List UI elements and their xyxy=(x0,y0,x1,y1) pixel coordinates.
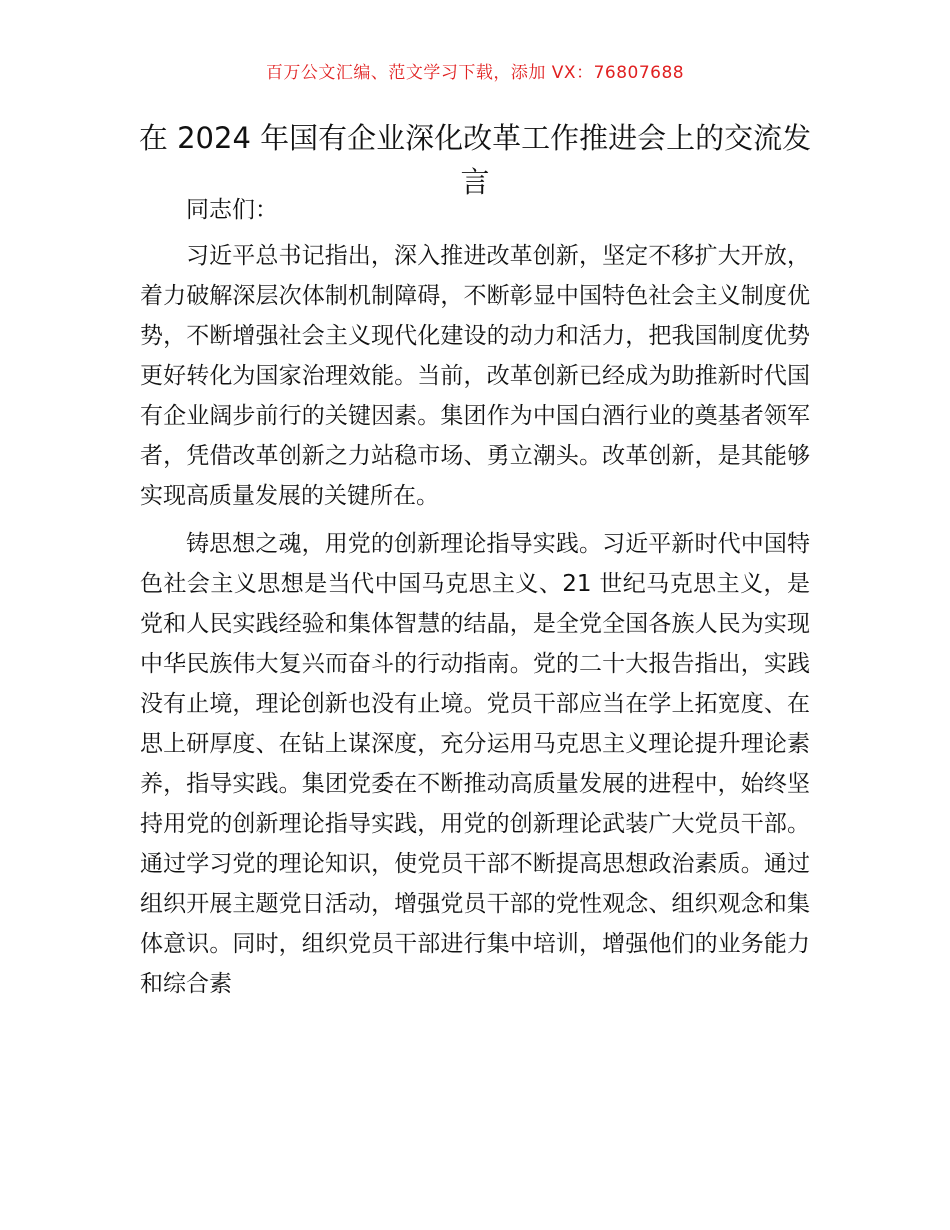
paragraph-2: 铸思想之魂，用党的创新理论指导实践。习近平新时代中国特色社会主义思想是当代中国马克思主义、21 世纪马克思主义，是党和人民实践经验和集体智慧的结晶，是全党全国各族人民为实现中华民族伟大复兴而奋斗的行动指南。党的二十大报告指出，实践没有止境，理论创新也没有止境。党员干部应当在学上拓宽度、在思上研厚度、在钻上谋深度，充分运用马克思主义理论提升理论素养，指导实践。集团党委在不断推动高质量发展的进程中，始终坚持用党的创新理论指导实践，用党的创新理论武装广大党员干部。通过学习党的理论知识，使党员干部不断提高思想政治素质。通过组织开展主题党日活动，增强党员干部的党性观念、组织观念和集体意识。同时，组织党员干部进行集中培训，增强他们的业务能力和综合素 xyxy=(140,531,810,997)
salutation: 同志们： xyxy=(186,197,278,223)
document-title: 在 2024 年国有企业深化改革工作推进会上的交流发言 xyxy=(138,121,812,199)
document-body xyxy=(140,190,810,1012)
paragraph-1: 习近平总书记指出，深入推进改革创新，坚定不移扩大开放，着力破解深层次体制机制障碍，不断彰显中国特色社会主义制度优势，不断增强社会主义现代化建设的动力和活力，把我国制度优势更好转化为国家治理效能。当前，改革创新已经成为助推新时代国有企业阔步前行的关键因素。集团作为中国白酒行业的奠基者领军者，凭借改革创新之力站稳市场、勇立潮头。改革创新，是其能够实现高质量发展的关键所在。 xyxy=(140,243,810,509)
header-banner: 百万公文汇编、范文学习下载，添加 VX：76807688 xyxy=(265,63,685,83)
